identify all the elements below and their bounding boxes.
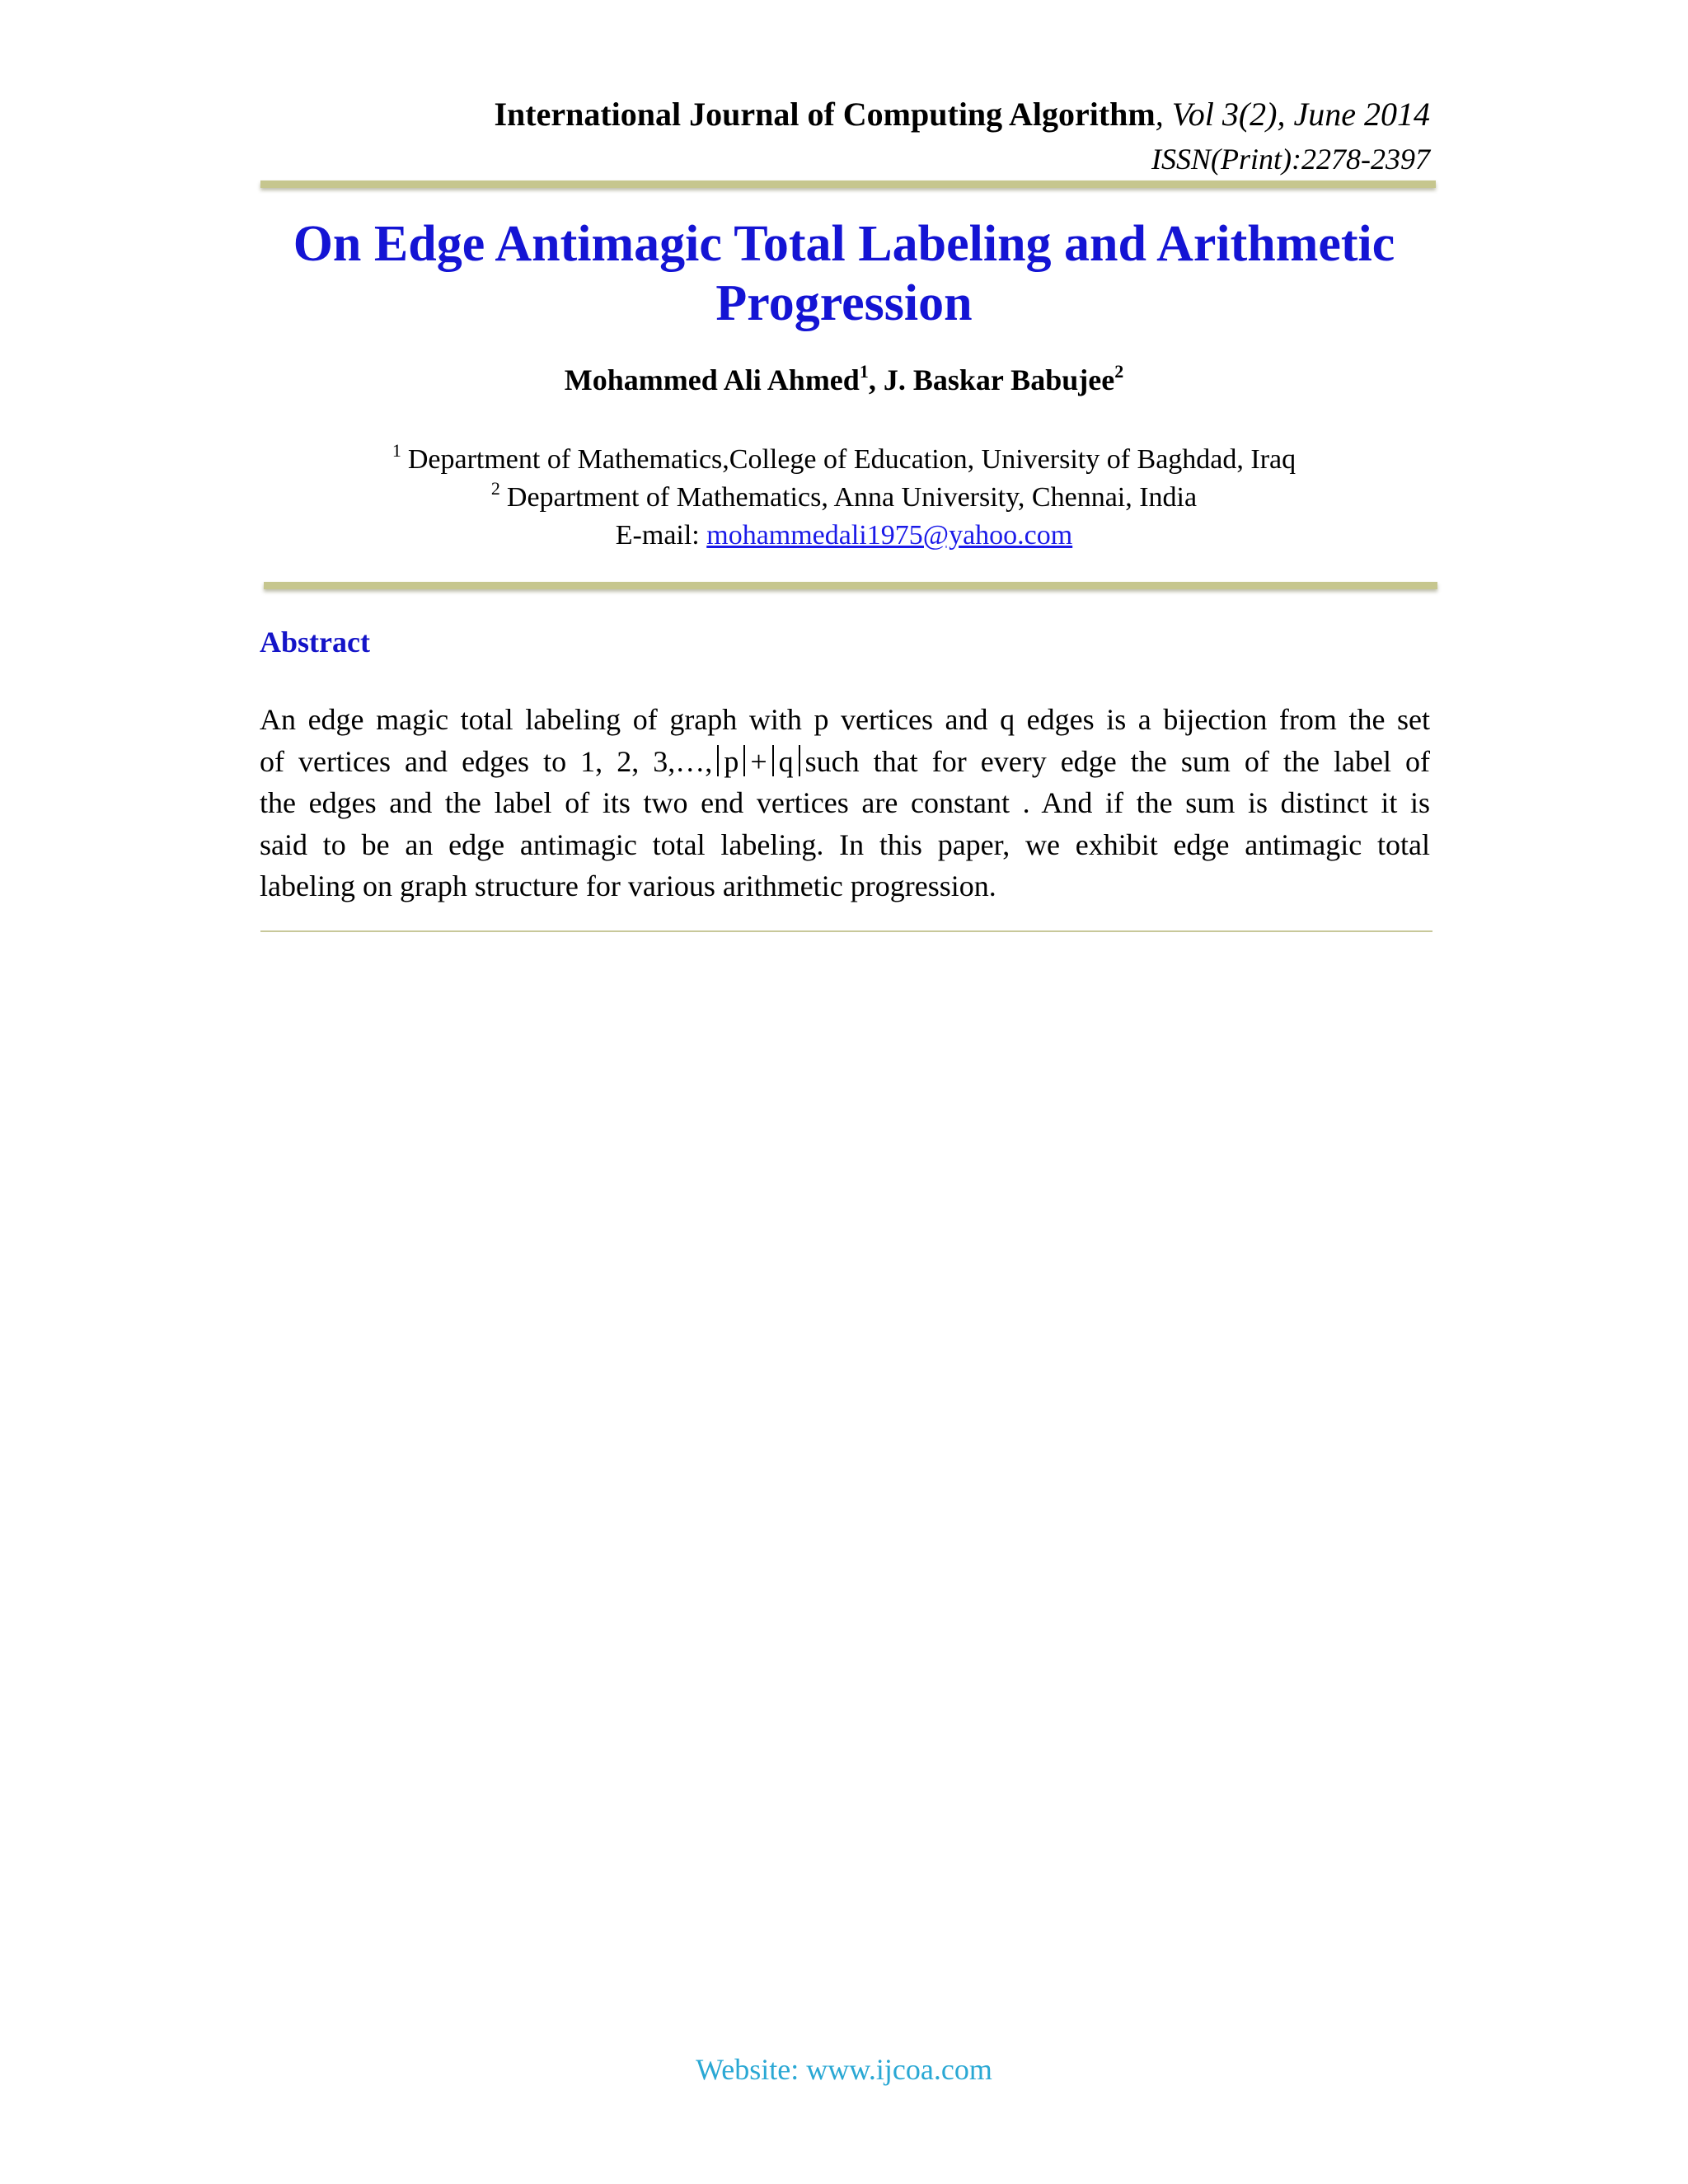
abstract-line-text: of vertices and edges to 1, 2, 3,…, (260, 744, 713, 778)
author-name: Mohammed Ali Ahmed (564, 363, 860, 396)
author-list (247, 363, 1441, 397)
paper-title-line-1: On Edge Antimagic Total Labeling and Arithmetic (293, 216, 1395, 272)
journal-header (494, 92, 1430, 181)
abstract-line: said to be an edge antimagic total labeling. In this paper, we exhibit edge antimagic total (260, 827, 1430, 861)
footer-website: Website: www.ijcoa.com (696, 2053, 992, 2086)
journal-volume: , Vol 3(2), June 2014 (1155, 96, 1430, 133)
paper-title-line-2: Progression (715, 275, 973, 331)
author-separator: , (868, 363, 884, 396)
abstract-line: An edge magic total labeling of graph with p vertices and q edges is a bijection from the set (260, 703, 1430, 736)
journal-line (494, 92, 1430, 137)
author-affiliation-mark: 1 (859, 361, 869, 382)
math-q: q (778, 744, 794, 778)
email-link[interactable]: mohammedali1975@yahoo.com (706, 520, 1073, 551)
abstract-line: labeling on graph structure for various arithmetic progression. (260, 869, 996, 902)
abstract-heading: Abstract (260, 626, 370, 658)
affiliation-text: Department of Mathematics,College of Education, University of Baghdad, Iraq (407, 444, 1296, 475)
affiliation-mark: 1 (392, 440, 401, 461)
math-plus: + (750, 744, 767, 778)
journal-name: International Journal of Computing Algorithm (494, 96, 1156, 133)
author-affiliation-mark: 2 (1114, 361, 1124, 382)
absolute-bar (772, 745, 774, 776)
affiliation-line (247, 479, 1441, 517)
abstract-line: the edges and the label of its two end vertices are constant . And if the sum is distinct it is (260, 786, 1430, 819)
abstract-divider (260, 930, 1432, 932)
affiliations (247, 441, 1441, 555)
paper-title (247, 214, 1441, 333)
author-name: J. Baskar Babujee (883, 363, 1115, 396)
header-divider (260, 180, 1436, 188)
absolute-bar (743, 745, 745, 776)
absolute-bar (799, 745, 800, 776)
abstract-body (260, 699, 1430, 907)
affiliation-line (247, 441, 1441, 479)
email-line (247, 517, 1441, 555)
email-label: E-mail: (615, 520, 707, 551)
absolute-bar (717, 745, 719, 776)
title-divider (264, 582, 1437, 589)
abstract-line-text: such that for every edge the sum of the label of (804, 744, 1431, 778)
journal-issn: ISSN(Print):2278-2397 (1151, 143, 1430, 176)
affiliation-mark: 2 (490, 478, 500, 499)
abstract-line-with-math (260, 741, 1430, 783)
math-p: p (724, 744, 739, 778)
affiliation-text: Department of Mathematics, Anna University, Chennai, India (506, 482, 1198, 513)
